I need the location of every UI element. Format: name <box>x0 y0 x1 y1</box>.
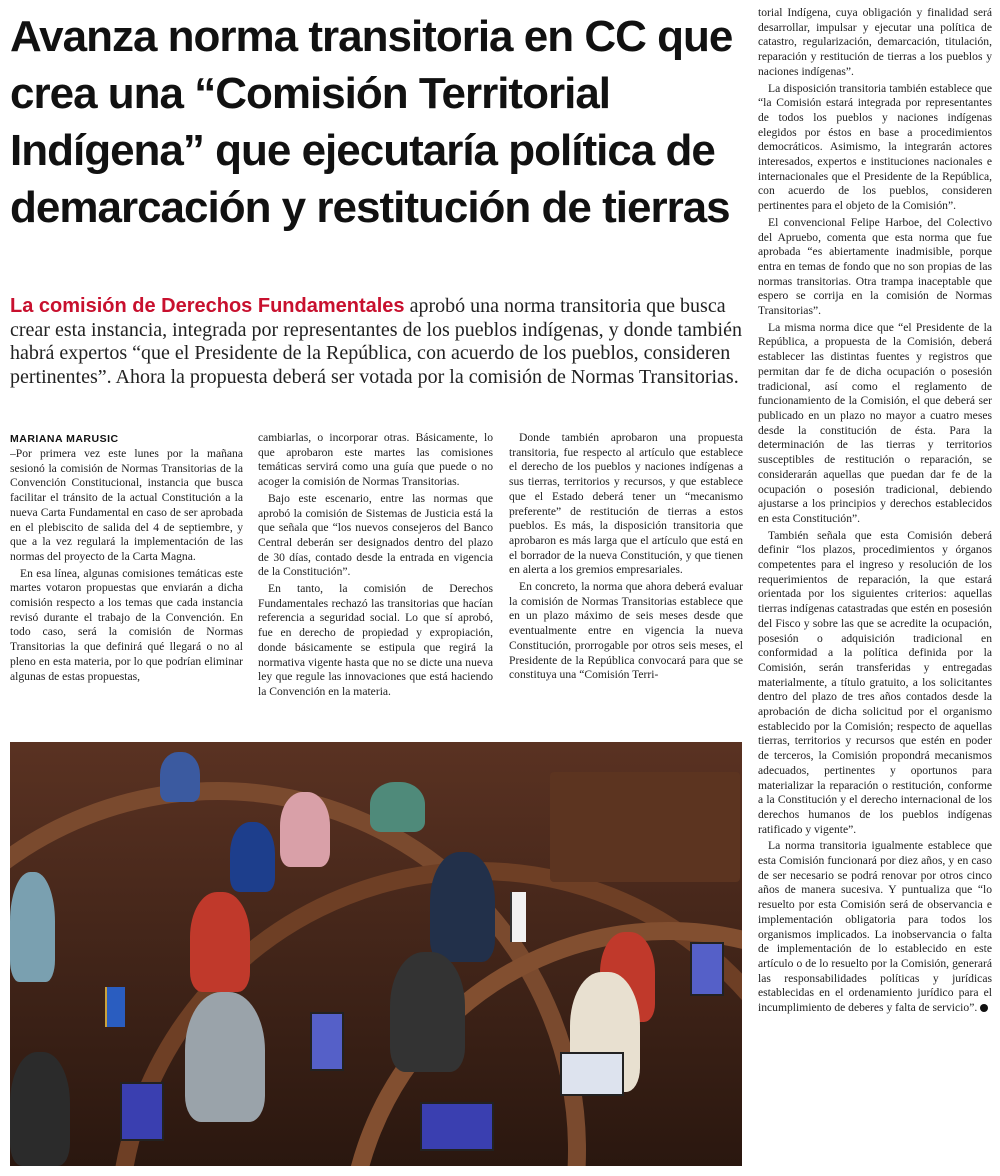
end-mark-icon <box>980 1004 988 1012</box>
person <box>280 792 330 867</box>
article-column-4 <box>758 6 992 1170</box>
monitor <box>560 1052 624 1096</box>
article-column-1 <box>10 447 243 737</box>
person <box>185 992 265 1122</box>
person <box>10 1052 70 1166</box>
paragraph: Bajo este escenario, entre las normas que aprobó la comisión de Sistemas de Justicia está la que señala que “los nuevos consejeros del Banco Central deberán ser designados dentro del plazo de 30 días, contado desde la entrada en vigencia de la Constitución”. <box>258 491 493 579</box>
paragraph: La misma norma dice que “el Presidente de la República, a propuesta de la Comisión, deberá establecer las distintas fuentes y registros que permitan dar fe de dicha ocupación o posesión tradicional, así como el reglamento de funcionamiento de la Comisión, el que deberá ser publicado en un plazo no mayor a cuatro meses desde la constitución de ésta. Para la determinación de las tierras y territorios susceptibles de restitución o reparación, se considerarán aquellas que puedan dar fe de la ocupación o posesión tradicional, debiendo ajustarse a los principios y derechos establecidos en esta Constitución”. <box>758 320 992 525</box>
person <box>230 822 275 892</box>
person <box>370 782 425 832</box>
person <box>190 892 250 992</box>
paragraph-text: La norma transitoria igualmente establece que esta Comisión funcionará por diez años, y en caso de ser necesario se podrá renovar por otros cinco años de manera sucesiva. Y puntualiza que “lo resuelto por esta Comisión será de observancia e implementación obligatoria para todos los organismos implicados. La inobservancia o falta de implementación de lo establecido en este artículo o de lo resuelto por la Comisión, generará las responsabilidades políticas y jurídicas establecidas en el ordenamiento jurídico para el incumplimiento de deberes y falta de servicio”. <box>758 839 992 1015</box>
article-column-2 <box>258 431 493 737</box>
paragraph: Donde también aprobaron una propuesta transitoria, fue respecto al artículo que establece el derecho de los pueblos y naciones indígenas a sus tierras, territorios y recursos, y que establece que el Estado deberá tener un “mecanismo preferente” de restitución de tierras a estos pueblos. Es más, la disposición transitoria que aprobaron es más larga que el artículo que está en el borrador de la nueva Constitución, y que tienen en alerta a los gremios empresariales. <box>509 431 743 577</box>
paragraph: En concreto, la norma que ahora deberá evaluar la comisión de Normas Transitorias establece que en un plazo máximo de seis meses desde que eventualmente entre en vigencia la nueva Constitución, prorrogable por otros seis meses, el Presidente de la República convocará para que se constituya una “Comisión Terri- <box>509 580 743 682</box>
person <box>160 752 200 802</box>
paragraph: En esa línea, algunas comisiones temáticas este martes votaron propuestas que enviarán a dicha comisión respecto a los temas que cada instancia revisó durante el trabajo de la Convención. En todo caso, será la comisión de Normas Transitorias la que definirá qué llegará o no al pleno en esta materia, por lo que podrían eliminar algunas de estas propuestas, <box>10 566 243 683</box>
headline: Avanza norma transitoria en CC que crea una “Comisión Territorial Indígena” que ejecutaría política de demarcación y restitución de tierras <box>10 12 733 232</box>
person <box>390 952 465 1072</box>
monitor <box>120 1082 164 1141</box>
chamber-photo <box>10 742 742 1166</box>
article-column-3 <box>509 431 743 737</box>
person <box>430 852 495 962</box>
person <box>10 872 55 982</box>
lead-paragraph <box>10 295 745 389</box>
lead-text: aprobó una norma transitoria que busca crear esta instancia, integrada por representantes de los pueblos indígenas, y donde también habrá expertos “que el Presidente de la República, con acuerdo de los pueblos, consideren pertinentes”. Ahora la propuesta deberá ser votada por la comisión de Normas Transitorias. <box>10 295 742 388</box>
monitor <box>310 1012 344 1071</box>
monitor <box>420 1102 494 1151</box>
flag <box>510 892 526 942</box>
paragraph: También señala que esta Comisión deberá definir “los plazos, procedimientos y órganos competentes para el ingreso y resolución de los requerimientos de reparación, la que estará orientada por los siguientes criterios: aquellas tierras indígenas catastradas que estén en posesión del Fisco y sobre las que se acredite la ocupación, posesión o adquisición tradicional en conformidad a la política definida por la Comisión, serán transferidas y entregadas materialmente, a título gratuito, a los solicitantes dentro del plazo de tres años contados desde la aprobación de dicha solicitud por el organismo establecido por la Comisión; respecto de aquellas tierras, territorios y recursos que estén en poder de terceros, la Comisión propondrá mecanismos adecuados, pertinentes y oportunos para materializar la reparación o restitución, conforme a la Constitución y el derecho internacional de los derechos humanos de los pueblos indígenas ratificado y vigente”. <box>758 528 992 836</box>
lead-highlight: La comisión de Derechos Fundamentales <box>10 295 405 317</box>
byline: MARIANA MARUSIC <box>10 433 119 445</box>
flag <box>105 987 125 1027</box>
paragraph: La disposición transitoria también establece que “la Comisión estará integrada por representantes de todos los pueblos y naciones indígenas elegidos por éstos en base a procedimientos democráticos. Asimismo, la integrarán actores interesados, expertos e instituciones nacionales e internacionales que el Presidente de la República, con acuerdo de los pueblos, consideren pertinentes para el objeto de la Comisión”. <box>758 81 992 213</box>
paragraph: En tanto, la comisión de Derechos Fundamentales rechazó las transitorias que hacían referencia a seguridad social. Lo que sí aprobó, fue en derecho de propiedad y expropiación, donde básicamente se estipula que regirá la normativa vigente hasta que no se dicte una nueva ley que regule las innovaciones que está haciendo la Convención en la materia. <box>258 582 493 698</box>
paragraph: torial Indígena, cuya obligación y finalidad será desarrollar, impulsar y ejecutar una política de catastro, regularización, demarcación, titulación, reparación y restitución de tierras a los pueblos y naciones indígenas”. <box>758 6 992 78</box>
paragraph <box>758 839 992 1015</box>
paragraph: El convencional Felipe Harboe, del Colectivo del Apruebo, comenta que esta norma que fue aprobada “es abiertamente inadmisible, porque entra en temas de fondo que no son propias de las normas transitorias. Otra trampa inaceptable que espero se corrija en la comisión de Normas Transitorias”. <box>758 215 992 318</box>
paragraph: cambiarlas, o incorporar otras. Básicamente, lo que aprobaron este martes las comisiones temáticas servirá como una guía que puede o no acoger la comisión de Normas Transitorias. <box>258 431 493 489</box>
desk <box>550 772 740 882</box>
paragraph: –Por primera vez este lunes por la mañana sesionó la comisión de Normas Transitorias de la Convención Constitucional, instancia que busca facilitar el tránsito de la actual Constitución a la nueva Carta Fundamental en caso de ser aprobada en el plebiscito de salida del 4 de septiembre, y que a la vez regulará la implementación de las normas del proyecto de la Carta Magna. <box>10 447 243 563</box>
monitor <box>690 942 724 996</box>
